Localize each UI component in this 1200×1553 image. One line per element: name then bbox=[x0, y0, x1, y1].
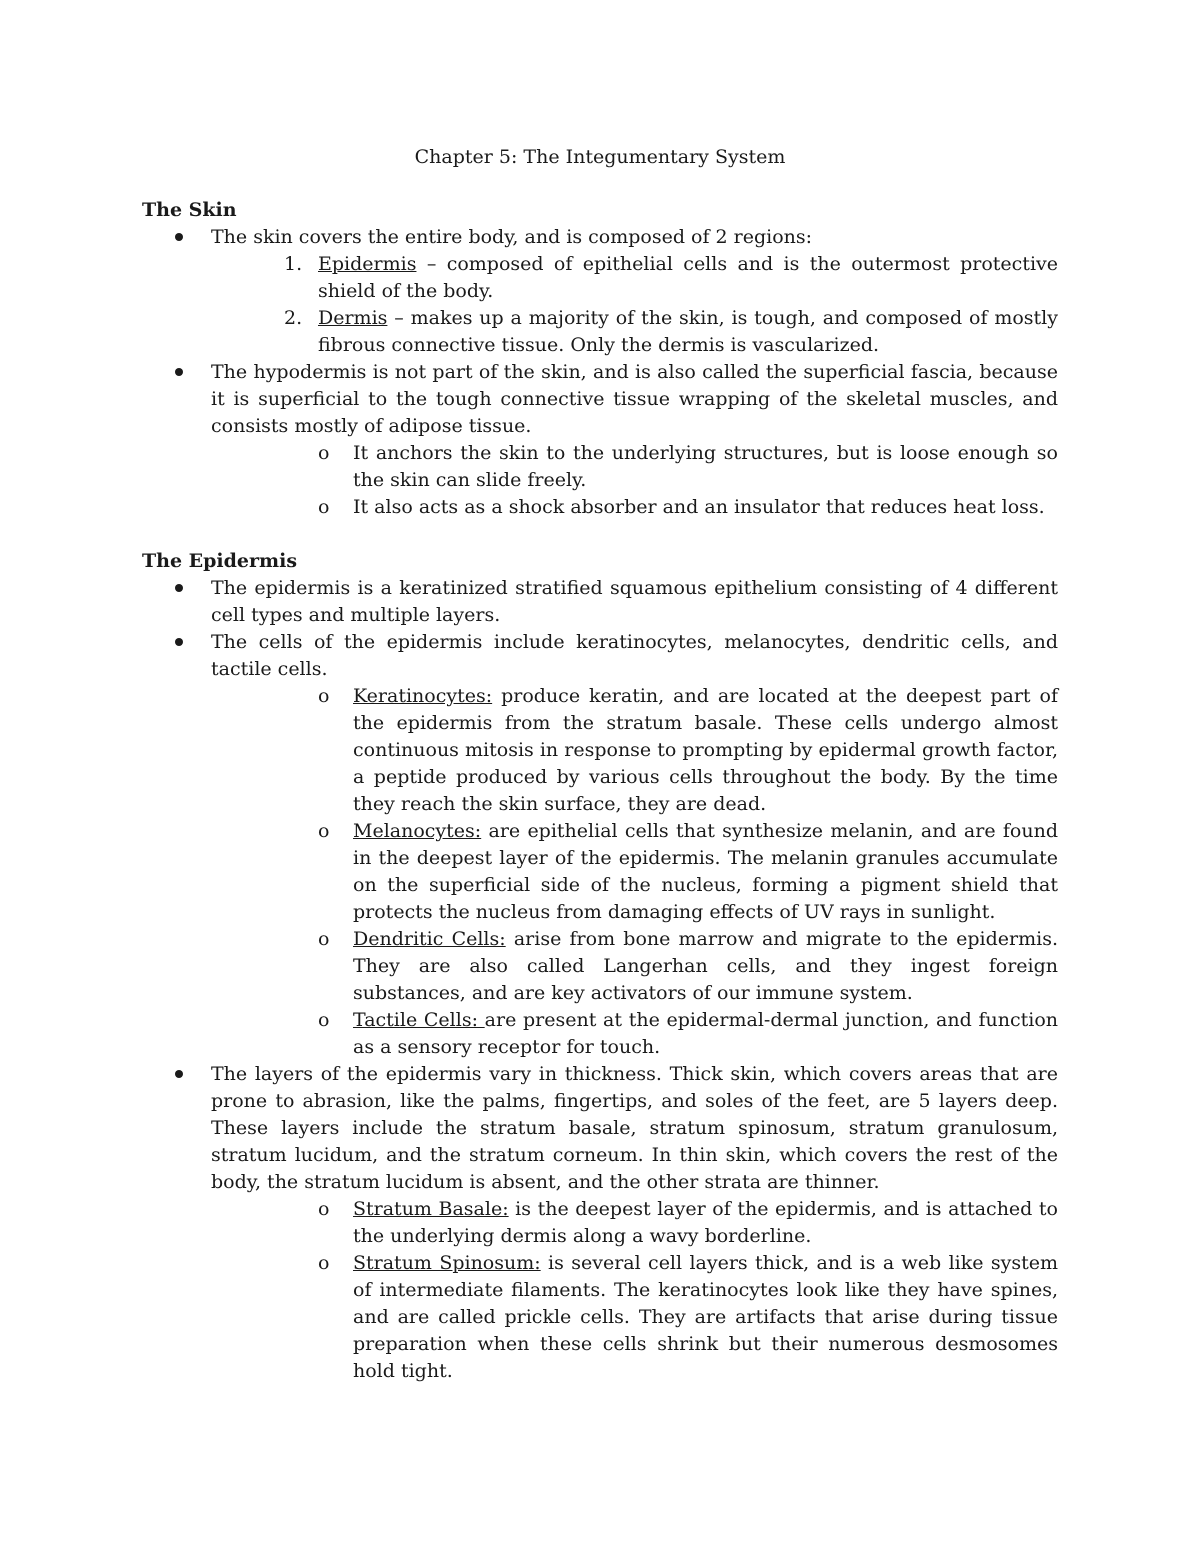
sub-text: is the deepest layer of the epidermis, and is attached to the underlying dermis along a wavy borderline. bbox=[353, 1198, 1058, 1247]
skin-bullet-list bbox=[142, 224, 1058, 521]
sub-text: It anchors the skin to the underlying structures, but is loose enough so the skin can slide freely. bbox=[353, 442, 1058, 491]
item-number: 2. bbox=[284, 307, 303, 329]
section-heading-epidermis: The Epidermis bbox=[142, 550, 298, 572]
item-text: – composed of epithelial cells and is the outermost protective shield of the body. bbox=[318, 253, 1058, 302]
term-dendritic-cells: Dendritic Cells: bbox=[353, 928, 506, 950]
sub-marker: o bbox=[318, 442, 330, 464]
bullet-item bbox=[142, 359, 1058, 521]
sub-marker: o bbox=[318, 928, 330, 950]
term-tactile-cells: Tactile Cells: bbox=[353, 1009, 485, 1031]
term-melanocytes: Melanocytes: bbox=[353, 820, 482, 842]
sub-marker: o bbox=[318, 820, 330, 842]
cell-types-sub-list bbox=[211, 683, 1058, 1061]
bullet-item bbox=[142, 224, 1058, 359]
bullet-text: The layers of the epidermis vary in thickness. Thick skin, which covers areas that are prone to abrasion, like the palms, fingertips, and soles of the feet, are 5 layers deep. These layers include the stratum basale, stratum spinosum, stratum granulosum, stratum lucidum, and the stratum corneum. In thin skin, which covers the rest of the body, the stratum lucidum is absent, and the other strata are thinner. bbox=[211, 1063, 1058, 1193]
sub-text: arise from bone marrow and migrate to the epidermis. They are also called Langerhan cells, and they ingest foreign substances, and are key activators of our immune system. bbox=[353, 928, 1059, 1004]
sub-item bbox=[211, 683, 1058, 818]
bullet-text: The epidermis is a keratinized stratified squamous epithelium consisting of 4 different cell types and multiple layers. bbox=[211, 577, 1058, 626]
sub-item bbox=[211, 440, 1058, 494]
term-stratum-basale: Stratum Basale: bbox=[353, 1198, 509, 1220]
bullet-text: The hypodermis is not part of the skin, and is also called the superficial fascia, because it is superficial to the tough connective tissue wrapping of the skeletal muscles, and consists mostly of adipose tissue. bbox=[211, 361, 1058, 437]
sub-marker: o bbox=[318, 1252, 330, 1274]
sub-item bbox=[211, 1250, 1058, 1385]
numbered-item bbox=[211, 305, 1058, 359]
term-dermis: Dermis bbox=[318, 307, 388, 329]
sub-item bbox=[211, 1196, 1058, 1250]
layers-sub-list bbox=[211, 1196, 1058, 1385]
epidermis-bullet-list bbox=[142, 575, 1058, 1385]
item-text: – makes up a majority of the skin, is tough, and composed of mostly fibrous connective tissue. Only the dermis is vascularized. bbox=[318, 307, 1058, 356]
term-keratinocytes: Keratinocytes: bbox=[353, 685, 493, 707]
page-title: Chapter 5: The Integumentary System bbox=[414, 146, 786, 168]
sub-text: are present at the epidermal-dermal junction, and function as a sensory receptor for touch. bbox=[353, 1009, 1058, 1058]
regions-numbered-list bbox=[211, 251, 1058, 359]
bullet-item bbox=[142, 575, 1058, 629]
sub-item bbox=[211, 926, 1058, 1007]
bullet-item bbox=[142, 1061, 1058, 1385]
sub-marker: o bbox=[318, 496, 330, 518]
bullet-text: The cells of the epidermis include keratinocytes, melanocytes, dendritic cells, and tactile cells. bbox=[211, 631, 1058, 680]
sub-text: are epithelial cells that synthesize melanin, and are found in the deepest layer of the epidermis. The melanin granules accumulate on the superficial side of the nucleus, forming a pigment shield that protects the nucleus from damaging effects of UV rays in sunlight. bbox=[353, 820, 1058, 923]
section-spacer bbox=[142, 521, 1058, 548]
sub-item bbox=[211, 494, 1058, 521]
sub-marker: o bbox=[318, 1198, 330, 1220]
term-stratum-spinosum: Stratum Spinosum: bbox=[353, 1252, 541, 1274]
bullet-item bbox=[142, 629, 1058, 1061]
sub-text: produce keratin, and are located at the deepest part of the epidermis from the stratum basale. These cells undergo almost continuous mitosis in response to prompting by epidermal growth factor, a peptide produced by various cells throughout the body. By the time they reach the skin surface, they are dead. bbox=[353, 685, 1058, 815]
item-number: 1. bbox=[284, 253, 303, 275]
section-heading-skin: The Skin bbox=[142, 199, 237, 221]
hypodermis-sub-list bbox=[211, 440, 1058, 521]
sub-item bbox=[211, 1007, 1058, 1061]
term-epidermis: Epidermis bbox=[318, 253, 417, 275]
bullet-text: The skin covers the entire body, and is composed of 2 regions: bbox=[211, 226, 813, 248]
sub-marker: o bbox=[318, 1009, 330, 1031]
sub-item bbox=[211, 818, 1058, 926]
sub-text: is several cell layers thick, and is a web like system of intermediate filaments. The keratinocytes look like they have spines, and are called prickle cells. They are artifacts that arise during tissue preparation when these cells shrink but their numerous desmosomes hold tight. bbox=[353, 1252, 1058, 1382]
sub-text: It also acts as a shock absorber and an insulator that reduces heat loss. bbox=[353, 496, 1045, 518]
sub-marker: o bbox=[318, 685, 330, 707]
numbered-item bbox=[211, 251, 1058, 305]
